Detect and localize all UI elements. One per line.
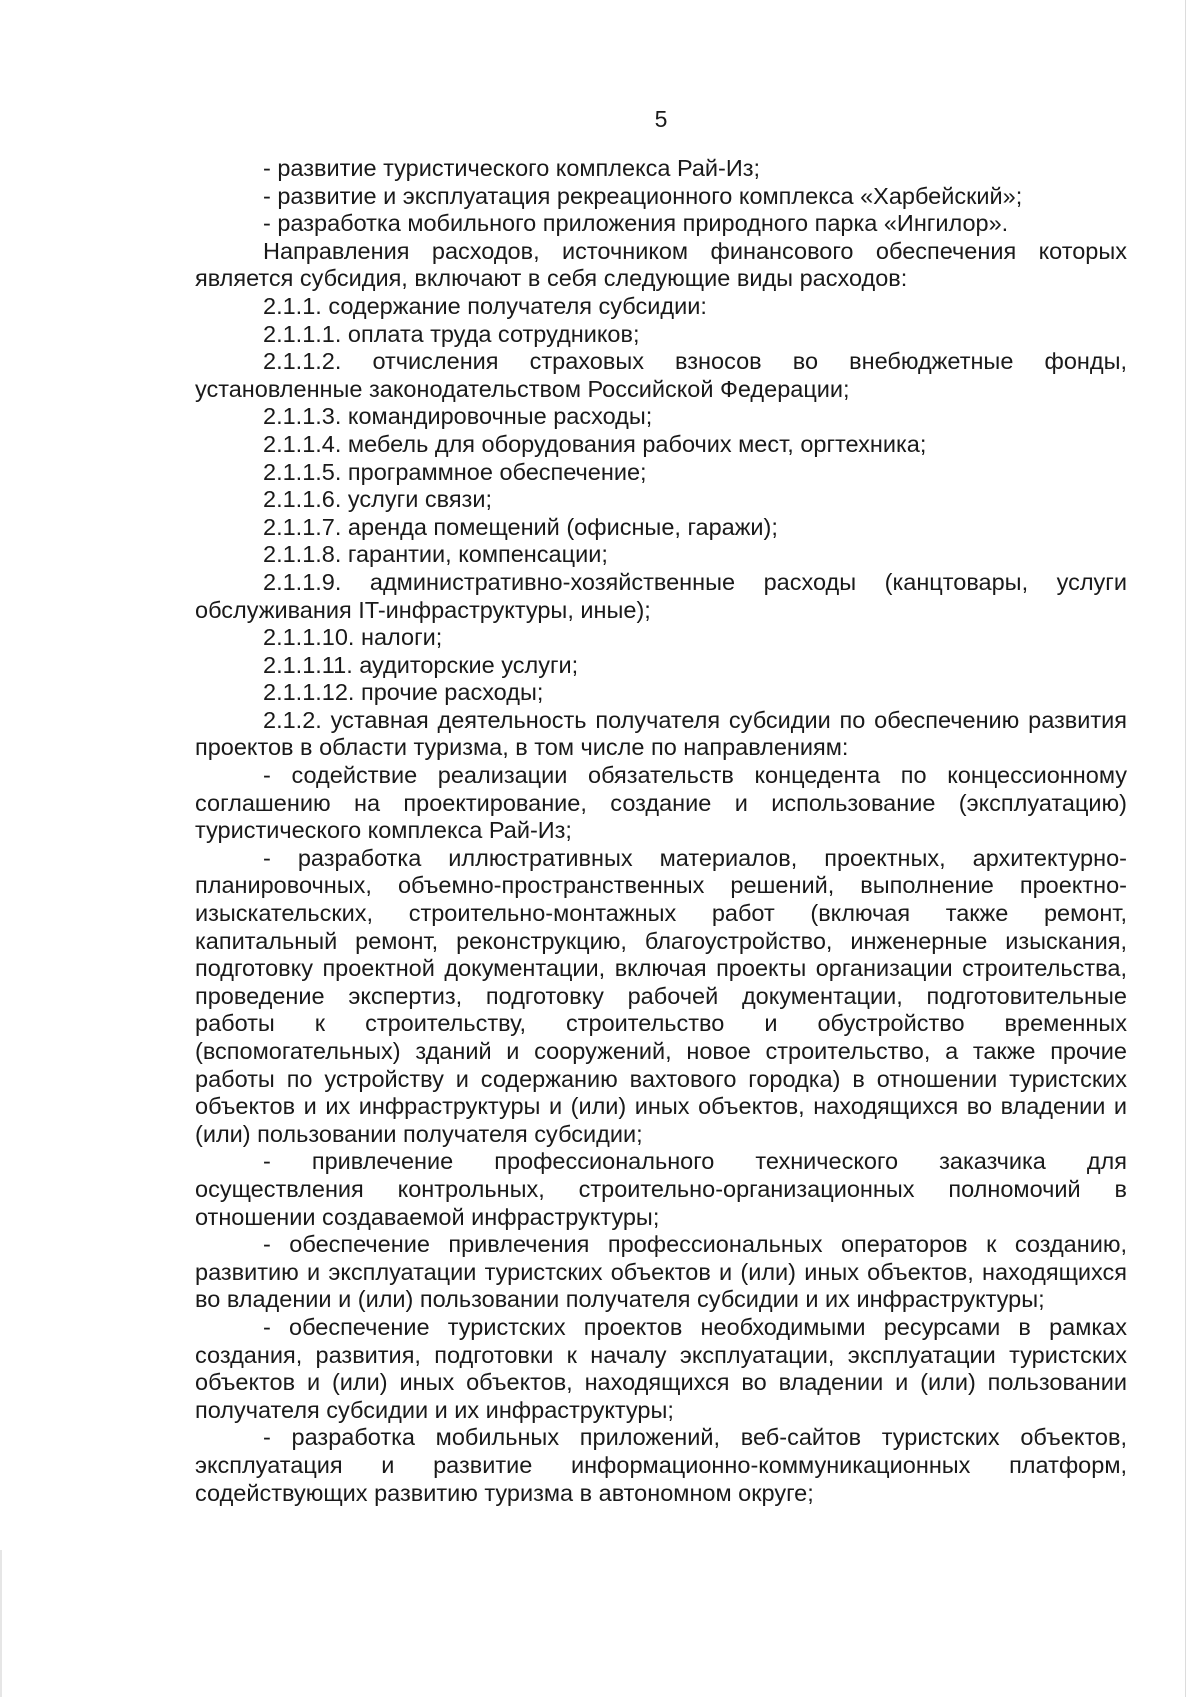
document-body (195, 155, 1127, 1507)
paragraph: - обеспечение привлечения профессиональных операторов к созданию, развитию и эксплуатации туристских объектов и (или) иных объектов, находящихся во владении и (или) пользовании получателя субсидии и их инфраструктуры; (195, 1231, 1127, 1313)
paragraph: - привлечение профессионального технического заказчика для осуществления контрольных, строительно-организационных полномочий в отношении создаваемой инфраструктуры; (195, 1148, 1127, 1230)
paragraph: 2.1.2. уставная деятельность получателя субсидии по обеспечению развития проектов в области туризма, в том числе по направлениям: (195, 706, 1127, 761)
paragraph: 2.1.1.12. прочие расходы; (263, 679, 544, 706)
paragraph: - развитие туристического комплекса Рай-Из; (263, 155, 761, 181)
paragraph: 2.1.1.5. программное обеспечение; (263, 458, 647, 485)
paragraph: - развитие и эксплуатация рекреационного комплекса «Харбейский»; (263, 182, 1023, 209)
paragraph: 2.1.1.6. услуги связи; (263, 486, 492, 513)
scan-edge-right (1185, 0, 1186, 1697)
paragraph: - содействие реализации обязательств концедента по концессионному соглашению на проектирование, создание и использование (эксплуатацию) туристического комплекса Рай-Из; (195, 762, 1127, 844)
paragraph: 2.1.1.8. гарантии, компенсации; (263, 541, 608, 568)
paragraph: 2.1.1. содержание получателя субсидии: (263, 292, 707, 319)
paragraph: - разработка мобильного приложения природного парка «Ингилор». (263, 210, 1009, 237)
paragraph: - разработка иллюстративных материалов, проектных, архитектурно-планировочных, объемно-пространственных решений, выполнение проектно-изыскательских, строительно-монтажных работ (включая также ремонт, капитальный ремонт, реконструкцию, благоустройство, инженерные изыскания, подготовку проектной документации, включая проекты организации строительства, проведение экспертиз, подготовку рабочей документации, подготовительные работы к строительству, строительство и обустройство временных (вспомогательных) зданий и сооружений, новое строительство, а также прочие работы по устройству и содержанию вахтового городка) в отношении туристских объектов и их инфраструктуры и (или) иных объектов, находящихся во владении и (или) пользовании получателя субсидии; (195, 844, 1127, 1147)
paragraph: 2.1.1.10. налоги; (263, 624, 443, 651)
paragraph: - обеспечение туристских проектов необходимыми ресурсами в рамках создания, развития, подготовки к началу эксплуатации, эксплуатации туристских объектов и (или) иных объектов, находящихся во владении и (или) пользовании получателя субсидии и их инфраструктуры; (195, 1313, 1127, 1423)
paragraph: 2.1.1.2. отчисления страховых взносов во внебюджетные фонды, установленные законодательством Российской Федерации; (195, 348, 1127, 402)
paragraph: 2.1.1.9. административно-хозяйственные расходы (канцтовары, услуги обслуживания IT-инфраструктуры, иные); (195, 568, 1127, 623)
paragraph: 2.1.1.11. аудиторские услуги; (263, 651, 579, 678)
paragraph: 2.1.1.4. мебель для оборудования рабочих мест, оргтехника; (263, 430, 927, 457)
paragraph: 2.1.1.1. оплата труда сотрудников; (263, 320, 640, 347)
scan-edge-left (0, 1550, 2, 1697)
paragraph: Направления расходов, источником финансового обеспечения которых является субсидия, включают в себя следующие виды расходов: (195, 237, 1127, 292)
paragraph: 2.1.1.3. командировочные расходы; (263, 403, 653, 430)
page-number: 5 (654, 106, 668, 132)
paragraph: 2.1.1.7. аренда помещений (офисные, гаражи); (263, 513, 778, 540)
paragraph: - разработка мобильных приложений, веб-сайтов туристских объектов, эксплуатация и развитие информационно-коммуникационных платформ, содействующих развитию туризма в автономном округе; (195, 1424, 1127, 1506)
